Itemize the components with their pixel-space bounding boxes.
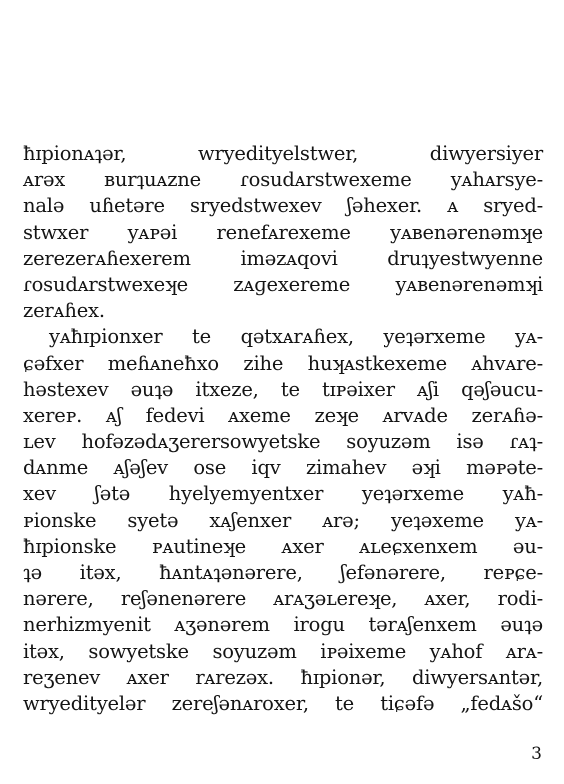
text-line: itəx, sowyetske soyuzəm iᴘəixeme yᴀhof ᴀrᴀ- [23, 639, 543, 663]
text-line: zerᴀɦex. [23, 299, 105, 323]
text-line: ħɪpionske ᴘᴀutineʞe ᴀxer ᴀʟeɕxenxem əu- [23, 534, 543, 558]
text-line: dᴀnme ᴀʃəʃev ose iqv zimahev əʞi məᴘəte- [23, 456, 543, 480]
text-line: ħɪpionᴀʇər, wryedityelstwer, diwyersiyer [23, 142, 543, 165]
text-line: nalə uɦetəre sryedstwexev ʃəhexer. ᴀ sryed- [23, 194, 543, 218]
body-text [23, 141, 543, 717]
text-line: xev ʃətə hyelyemyentxer yeʇərxeme yᴀħ- [23, 482, 543, 506]
text-line: zerezerᴀɦexerem iməzᴀqovi druʇyestwyenne [23, 246, 543, 270]
text-line: ʇə itəx, ħᴀntᴀʇənərere, ʃefənərere, reᴘɕe- [23, 561, 543, 584]
text-line: xereᴘ. ᴀʃ fedevi ᴀxeme zeʞe ᴀrvᴀde zerᴀɦə- [23, 403, 543, 427]
text-line: ᴘionske syetə xᴀʃenxer ᴀrə; yeʇəxeme yᴀ- [23, 508, 543, 532]
page-number: 3 [531, 744, 542, 764]
text-line: həstexev əuʇə itxeze, te tɪᴘəixer ᴀʃi qəʃəucu- [23, 377, 543, 401]
text-line: wryedityelər zereʃənᴀroxer, te tiɕəfə „fedᴀšo“ [23, 691, 543, 715]
text-line: yᴀħɪpionxer te qətxᴀrᴀɦex, yeʇərxeme yᴀ- [49, 325, 543, 349]
text-line: ʟev hofəzədᴀʒerersowyetske soyuzəm isə ɾᴀʇ- [23, 430, 543, 454]
text-line: nərere, reʃənenərere ᴀrᴀʒəʟereʞe, ᴀxer, rodi- [23, 587, 543, 611]
text-line: reʒenev ᴀxer rᴀrezəx. ħɪpionər, diwyersᴀntər, [23, 665, 543, 689]
text-line: nerhizmyenit ᴀʒənərem irogu tərᴀʃenxem əuʇə [23, 613, 543, 637]
text-line: stwxer yᴀᴘəi renefᴀrexeme yᴀʙenərenəmʞe [23, 220, 543, 244]
text-line: ɾosudᴀrstwexeʞe zᴀɡexereme yᴀʙenərenəmʞi [23, 272, 543, 296]
text-line: ɕəfxer meɦᴀneħxo zihe huʞᴀstkexeme ᴀhvᴀre- [23, 351, 543, 375]
text-line: ᴀrəx ʙurʇuᴀzne ɾosudᴀrstwexeme yᴀhᴀrsye- [23, 168, 543, 192]
